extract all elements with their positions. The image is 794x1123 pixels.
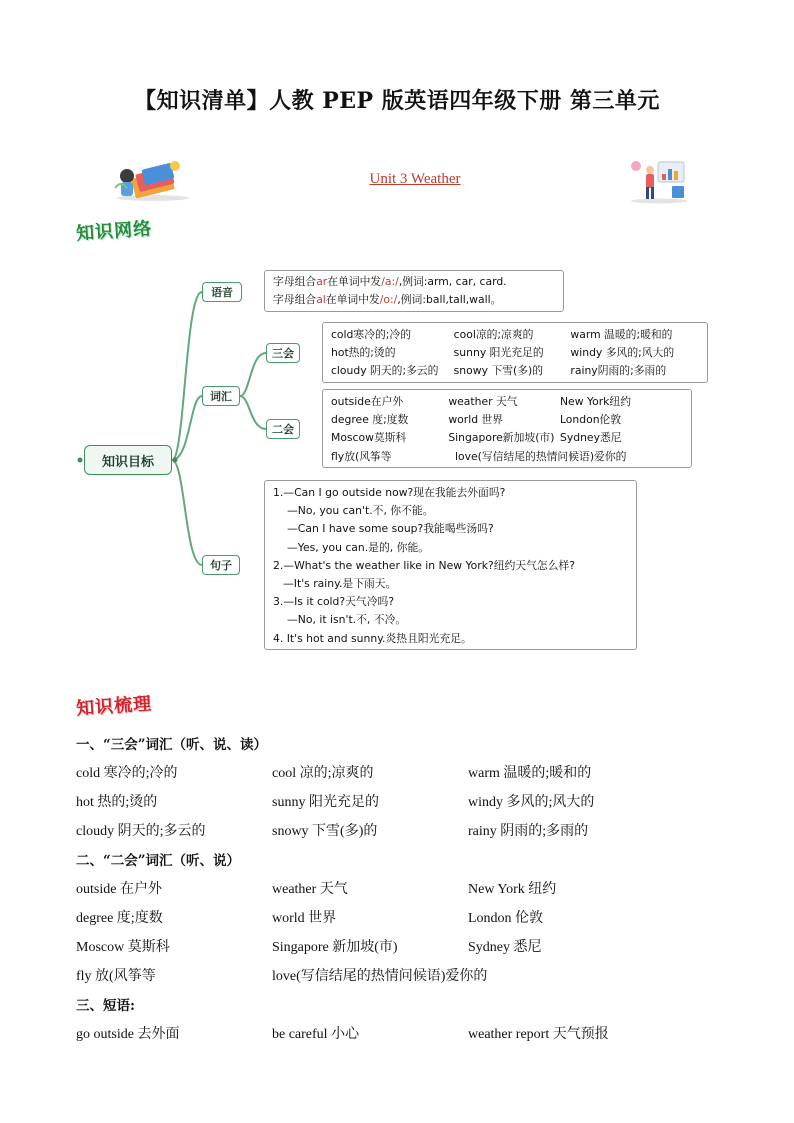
sentence-line: —It's rainy.是下雨天。: [283, 577, 397, 591]
sentence-line: 1.—Can I go outside now?现在我能去外面吗?: [273, 486, 506, 499]
mindmap-node-two-skills: 二会: [266, 419, 300, 439]
phrase-list-row: go outside 去外面 be careful 小心 weather report 天气预报: [76, 1027, 609, 1042]
pronunciation-box: [264, 270, 564, 312]
two-skills-heading: 二、“二会”词汇（听、说）: [76, 853, 241, 869]
three-skills-heading: 一、“三会”词汇（听、说、读）: [76, 737, 268, 753]
vocab-list-row: outside 在户外 weather 天气 New York 纽约: [76, 882, 557, 897]
mindmap-node-three-skills: 三会: [266, 343, 300, 363]
vocab-list-row: fly 放(风筝等 love(写信结尾的热情问候语)爱你的: [76, 969, 488, 984]
sentence-line: —Can I have some soup?我能喝些汤吗?: [287, 522, 494, 536]
vocab-row: Moscow莫斯科 Singapore新加坡(市) Sydney悉尼: [331, 431, 622, 445]
mindmap-node-vocabulary: 词汇: [202, 386, 240, 406]
vocab-list-row: Moscow 莫斯科 Singapore 新加坡(市) Sydney 悉尼: [76, 940, 542, 955]
sentence-line: —No, you can't.不, 你不能。: [287, 504, 434, 518]
phrases-heading: 三、短语:: [76, 998, 135, 1014]
vocab-row: cloudy 阴天的;多云的 snowy 下雪(多)的 rainy阴雨的;多雨的: [331, 364, 667, 378]
sentence-line: 2.—What's the weather like in New York?纽约天气怎么样?: [273, 558, 576, 572]
vocab-row: hot热的;烫的 sunny 阳光充足的 windy 多风的;风大的: [331, 346, 675, 360]
section-knowledge-sorting: 知识梳理: [75, 693, 153, 720]
vocab-row: fly放(风筝等 love(写信结尾的热情问候语)爱你的: [331, 449, 627, 463]
vocab-list-row: cloudy 阴天的;多云的 snowy 下雪(多)的 rainy 阴雨的;多雨的: [76, 824, 589, 839]
sentence-line: —Yes, you can.是的, 你能。: [287, 540, 430, 554]
pronunciation-line: 字母组合 al 在单词中发 /o:/ ,例词:ball,tall,wall。: [273, 293, 502, 307]
mindmap-node-pronunciation: 语音: [202, 282, 242, 302]
sentence-line: 3.—Is it cold?天气冷吗?: [273, 595, 395, 609]
vocab-list-row: cold 寒冷的;冷的 cool 凉的;凉爽的 warm 温暖的;暖和的: [76, 766, 592, 781]
vocab-row: outside在户外 weather 天气 New York纽约: [331, 395, 632, 408]
knowledge-list: [76, 734, 736, 1053]
two-skills-vocab-box: [322, 389, 692, 468]
sentences-box: [264, 480, 637, 650]
sentence-line: 4. It's hot and sunny.炎热且阳光充足。: [273, 631, 472, 645]
document-title: 【知识清单】人教 PEP 版英语四年级下册 第三单元: [134, 88, 660, 114]
pronunciation-line: 字母组合 ar 在单词中发 /a:/ ,例词:arm, car, card.: [273, 275, 507, 288]
mindmap-node-sentences: 句子: [202, 555, 240, 575]
sentence-line: —No, it isn't.不, 不冷。: [287, 613, 407, 627]
vocab-list-row: hot 热的;烫的 sunny 阳光充足的 windy 多风的;风大的: [76, 795, 595, 810]
vocab-list-row: degree 度;度数 world 世界 London 伦敦: [76, 911, 544, 926]
unit-title: Unit 3 Weather: [369, 171, 461, 187]
section-knowledge-network: 知识网络: [75, 218, 153, 245]
three-skills-vocab-box: [322, 322, 708, 383]
vocab-row: degree 度;度数 world 世界 London伦敦: [331, 413, 622, 427]
mindmap-root-knowledge-goals: 知识目标: [84, 445, 172, 475]
vocab-row: cold寒冷的;冷的 cool凉的;凉爽的 warm 温暖的;暖和的: [331, 328, 673, 341]
